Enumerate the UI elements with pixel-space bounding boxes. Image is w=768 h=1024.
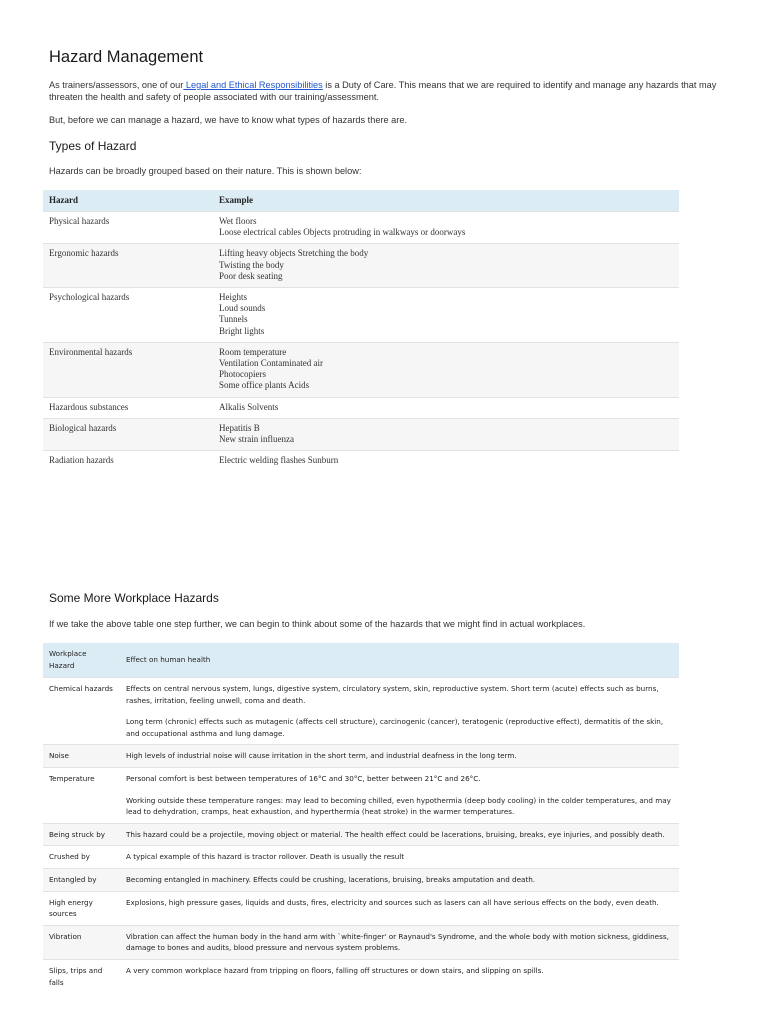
effect-paragraph: Effects on central nervous system, lungs, digestive system, circulatory system, skin, reproductive system. Short term (acute) effects such as burns, rashes, irritation, feeling unwell, coma and death. [126, 684, 659, 705]
table-row [43, 891, 679, 925]
effect-paragraph: This hazard could be a projectile, moving object or material. The health effect could be lacerations, bruising, breaks, eye injuries, and possibly death. [126, 829, 665, 839]
effect-cell [120, 891, 679, 925]
effect-cell [120, 925, 679, 959]
hazard-cell: Physical hazards [43, 212, 213, 244]
effect-cell [120, 959, 679, 993]
effect-paragraph: A very common workplace hazard from tripping on floors, falling off structures or down stairs, and slipping on spills. [126, 965, 544, 975]
intro-text-before: As trainers/assessors, one of our [49, 80, 184, 90]
example-cell [213, 342, 679, 397]
effect-paragraph: Becoming entangled in machinery. Effects could be crushing, lacerations, bruising, breaks amputation and death. [126, 874, 536, 884]
table-row [43, 212, 679, 244]
example-line: Room temperature [219, 346, 287, 357]
example-line: Twisting the body [219, 259, 284, 270]
table-row [43, 925, 679, 959]
example-line: Lifting heavy objects Stretching the body [219, 248, 369, 259]
table-row [43, 342, 679, 397]
example-line: Photocopiers [219, 369, 266, 380]
table-row [43, 745, 679, 768]
example-cell [213, 244, 679, 288]
intro-text-after: is a Duty of Care. This means that we are required to identify and manage any hazards that may threaten the health and safety of people associated with our training/assessment. [49, 80, 717, 102]
effect-cell [120, 846, 679, 869]
example-cell [213, 418, 679, 450]
effect-paragraph: Working outside these temperature ranges: may lead to becoming chilled, even hypothermia (deep body cooling) in the colder temperatures, and may lead to dehydration, cramps, heat exhaustion, and hyperthermia (heat stroke) in the warmer temperatures. [126, 795, 671, 817]
table-row [43, 678, 679, 745]
effect-paragraph: Personal comfort is best between temperatures of 16°C and 30°C, better between 21°C and 26°C. [126, 773, 481, 783]
workplace-hazard-cell: Vibration [43, 925, 120, 959]
table-row [43, 959, 679, 993]
example-line: Tunnels [219, 314, 248, 325]
intro-paragraph-2: But, before we can manage a hazard, we have to know what types of hazards there are. [49, 115, 408, 125]
table-row [43, 418, 679, 450]
example-line: Loud sounds [219, 303, 266, 314]
table-row [43, 288, 679, 343]
workplace-hazard-cell: Being struck by [43, 823, 120, 846]
hazard-cell: Radiation hazards [43, 451, 213, 472]
effect-cell [120, 767, 679, 823]
example-line: Loose electrical cables Objects protruding in walkways or doorways [219, 227, 466, 238]
example-cell [213, 212, 679, 244]
workplace-hazards-table [43, 643, 679, 993]
effect-paragraph: A typical example of this hazard is tractor rollover. Death is usually the result [126, 852, 405, 862]
workplace-hazard-cell: Chemical hazards [43, 678, 120, 745]
page-title: Hazard Management [49, 48, 204, 66]
example-line: Hepatitis B [219, 422, 260, 433]
example-line: Wet floors [219, 216, 257, 226]
table-header-row [43, 643, 679, 678]
effect-cell [120, 868, 679, 891]
table-row [43, 767, 679, 823]
types-of-hazard-lead: Hazards can be broadly grouped based on their nature. This is shown below: [49, 166, 362, 176]
example-line: Alkalis Solvents [219, 401, 279, 412]
workplace-hazard-cell: Entangled by [43, 868, 120, 891]
table-row [43, 823, 679, 846]
hazard-types-table-body [43, 212, 679, 472]
example-line: Bright lights [219, 325, 265, 336]
hazard-cell: Ergonomic hazards [43, 244, 213, 288]
effect-cell [120, 678, 679, 745]
example-line: Some office plants Acids [219, 380, 310, 391]
workplace-hazard-cell: Noise [43, 745, 120, 768]
example-line: Electric welding flashes Sunburn [219, 455, 339, 466]
workplace-hazard-cell: Slips, trips and falls [43, 959, 120, 993]
workplace-hazard-cell: Temperature [43, 767, 120, 823]
table-row [43, 244, 679, 288]
table-row [43, 397, 679, 418]
types-of-hazard-heading: Types of Hazard [49, 139, 137, 153]
hazard-cell: Psychological hazards [43, 288, 213, 343]
column-header-effect: Effect on human health [120, 643, 679, 678]
hazard-cell: Environmental hazards [43, 342, 213, 397]
intro-paragraph [49, 80, 717, 103]
column-header-workplace-hazard: Workplace Hazard [43, 643, 120, 678]
effect-cell [120, 823, 679, 846]
workplace-hazard-cell: Crushed by [43, 846, 120, 869]
effect-paragraph: Explosions, high pressure gases, liquids and dusts, fires, electricity and sources such as lasers can all have serious effects on the body, even death. [126, 897, 659, 907]
effect-cell [120, 745, 679, 768]
legal-ethical-link[interactable]: Legal and Ethical Responsibilities [183, 80, 323, 90]
hazard-cell: Biological hazards [43, 418, 213, 450]
workplace-hazards-table-body [43, 678, 679, 994]
table-row [43, 846, 679, 869]
example-line: Ventilation Contaminated air [219, 358, 323, 369]
effect-paragraph: Long term (chronic) effects such as mutagenic (affects cell structure), carcinogenic (cancer), teratogenic (reproductive effect), dermatitis of the skin, and occupational asthma and lung damage. [126, 717, 664, 738]
example-cell [213, 397, 679, 418]
workplace-hazards-lead: If we take the above table one step further, we can begin to think about some of the hazards that we might find in actual workplaces. [49, 619, 586, 629]
example-cell [213, 451, 679, 472]
workplace-hazard-cell: High energy sources [43, 891, 120, 925]
hazard-types-table [43, 190, 679, 471]
effect-paragraph: High levels of industrial noise will cause irritation in the short term, and industrial deafness in the long term. [126, 751, 517, 761]
table-row [43, 451, 679, 472]
column-header-example: Example [213, 190, 679, 212]
hazard-cell: Hazardous substances [43, 397, 213, 418]
workplace-hazards-heading: Some More Workplace Hazards [49, 591, 219, 605]
table-header-row [43, 190, 679, 212]
example-line: Heights [219, 292, 247, 303]
example-line: Poor desk seating [219, 270, 283, 281]
example-line: New strain influenza [219, 434, 294, 445]
effect-paragraph: Vibration can affect the human body in the hand arm with `white-finger' or Raynaud's Syndrome, and the whole body with motion sickness, giddiness, damage to bones and audits, blood pressure and nervous system problems. [126, 931, 669, 953]
example-cell [213, 288, 679, 343]
table-row [43, 868, 679, 891]
column-header-hazard: Hazard [43, 190, 213, 212]
